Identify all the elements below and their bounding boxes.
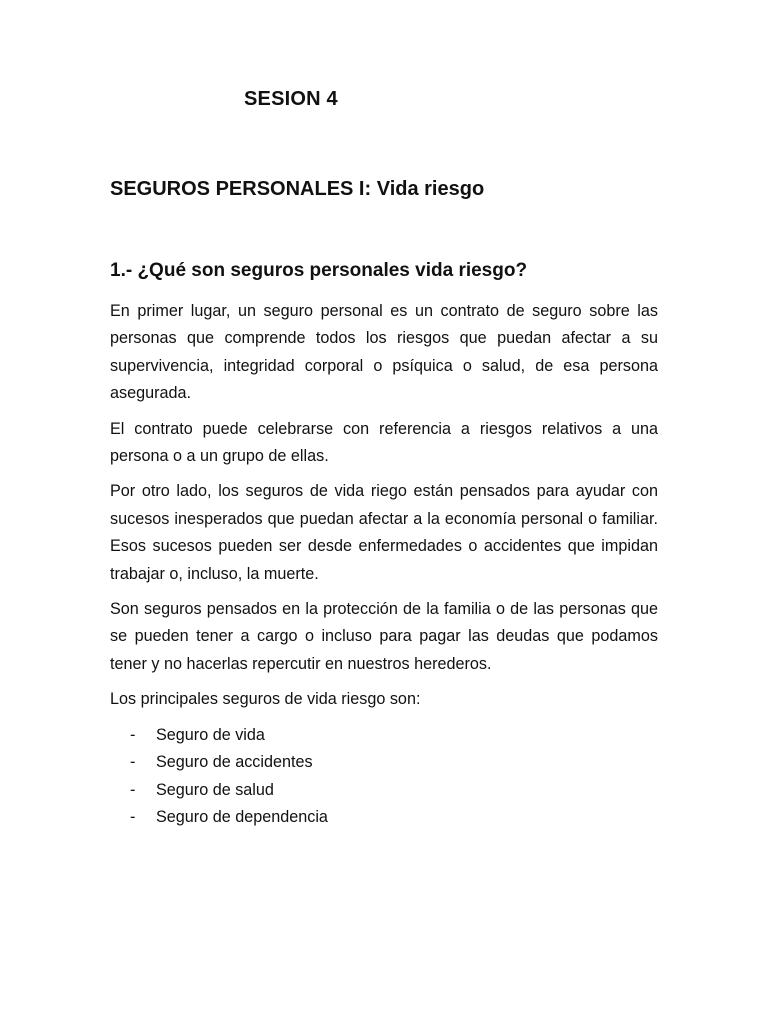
list-bullet: - <box>130 807 136 826</box>
insurance-types-list <box>110 722 658 832</box>
paragraph: En primer lugar, un seguro personal es un contrato de seguro sobre las personas que comprende todos los riesgos que puedan afectar a su supervivencia, integridad corporal o psíquica o salud, de esa persona asegurada. <box>110 302 658 403</box>
list-item-label: Seguro de accidentes <box>156 753 313 772</box>
list-item <box>110 804 658 831</box>
list-intro: Los principales seguros de vida riesgo son: <box>110 690 421 709</box>
document-title: SEGUROS PERSONALES I: Vida riesgo <box>110 178 485 200</box>
paragraph: Son seguros pensados en la protección de la familia o de las personas que se pueden tener a cargo o incluso para pagar las deudas que podamos tener y no hacerlas repercutir en nuestros herederos. <box>110 600 658 673</box>
list-bullet: - <box>130 725 136 744</box>
section-heading: 1.- ¿Qué son seguros personales vida riesgo? <box>110 260 528 281</box>
section-body <box>110 298 658 831</box>
paragraph: El contrato puede celebrarse con referencia a riesgos relativos a una persona o a un grupo de ellas. <box>110 419 658 466</box>
list-item <box>110 722 658 749</box>
list-item <box>110 749 658 776</box>
list-item-label: Seguro de dependencia <box>156 807 328 826</box>
session-title: SESION 4 <box>244 88 338 110</box>
list-bullet: - <box>130 780 136 799</box>
list-item-label: Seguro de salud <box>156 780 274 799</box>
list-bullet: - <box>130 753 136 772</box>
paragraph: Por otro lado, los seguros de vida riego están pensados para ayudar con sucesos inesperados que puedan afectar a la economía personal o familiar. Esos sucesos pueden ser desde enfermedades o accidentes que impidan trabajar o, incluso, la muerte. <box>110 482 658 583</box>
list-item <box>110 777 658 804</box>
list-item-label: Seguro de vida <box>156 725 265 744</box>
